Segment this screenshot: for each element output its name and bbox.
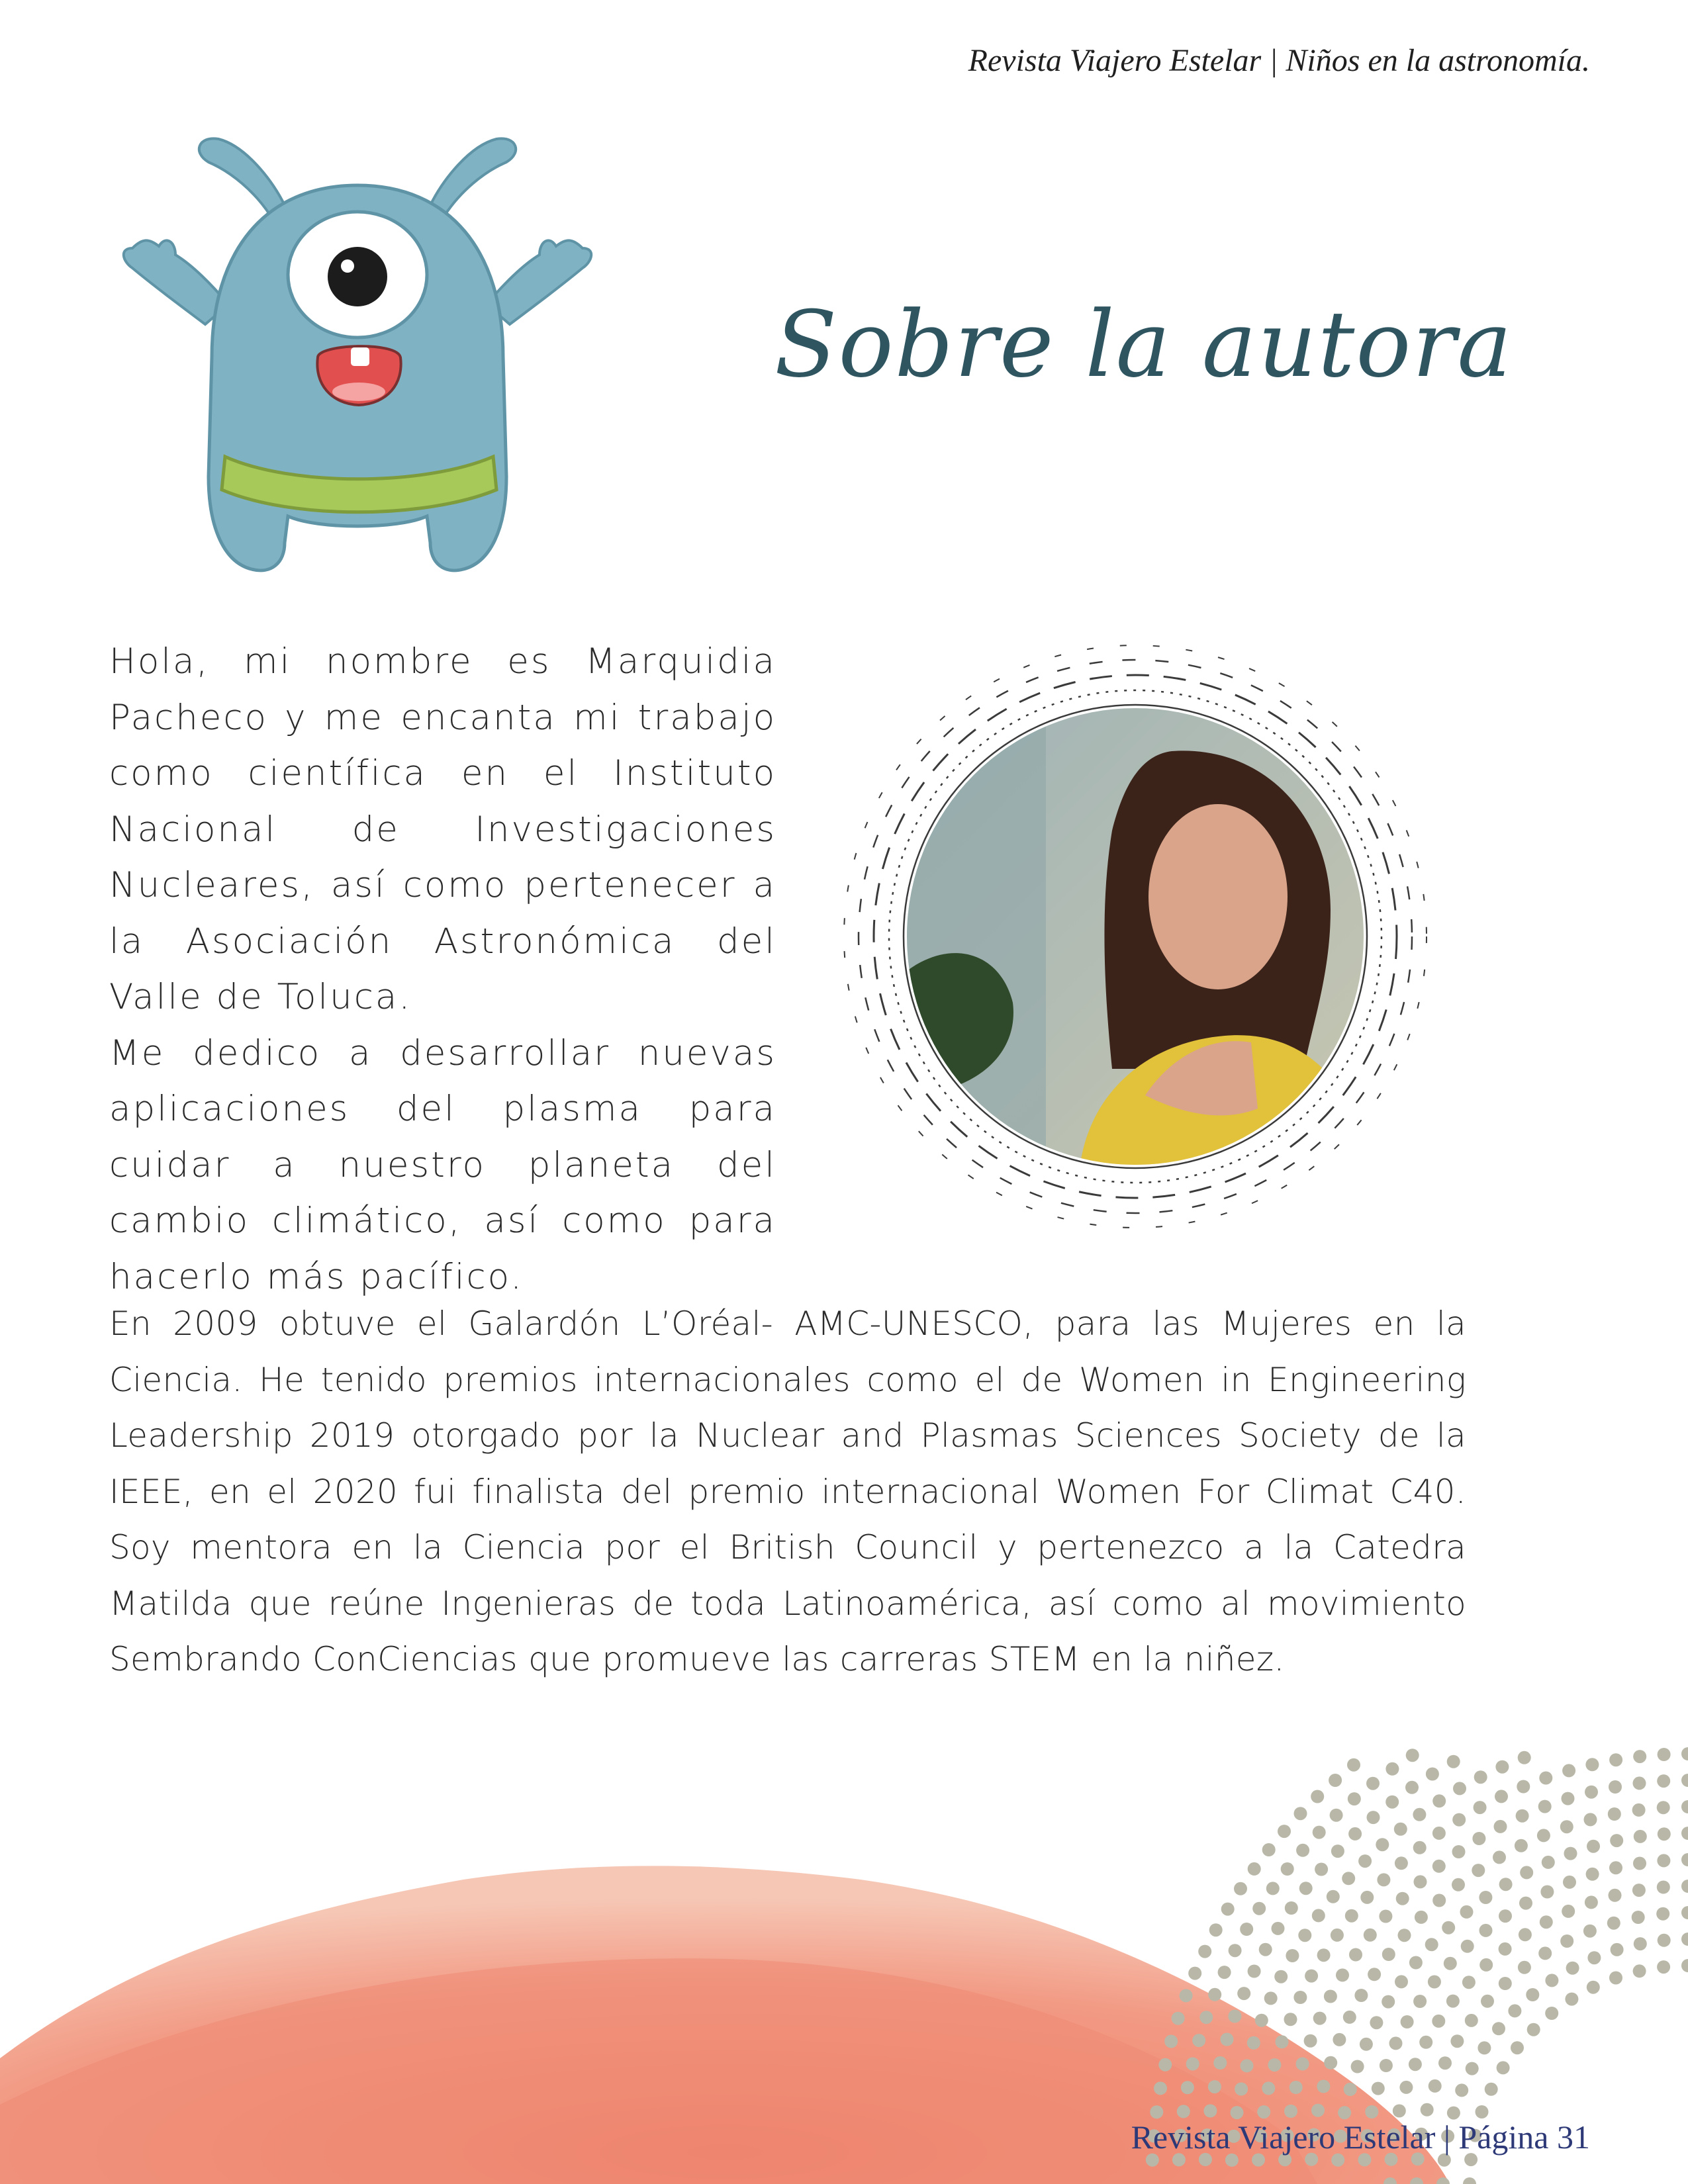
pattern-dot bbox=[1610, 1834, 1623, 1847]
pattern-dot bbox=[1286, 1949, 1299, 1962]
pattern-dot bbox=[1477, 2041, 1491, 2054]
pattern-dot bbox=[1566, 1962, 1579, 1975]
pattern-dot bbox=[1345, 1909, 1358, 1923]
pattern-dot bbox=[1312, 1909, 1325, 1922]
pattern-dot bbox=[1272, 1922, 1285, 1935]
pattern-dot bbox=[1240, 1923, 1253, 1936]
pattern-dot bbox=[1432, 1827, 1446, 1840]
pattern-dot bbox=[1607, 1917, 1620, 1930]
pattern-dot bbox=[1516, 1809, 1529, 1823]
pattern-dot bbox=[1370, 2016, 1383, 2029]
pattern-dot bbox=[1410, 2177, 1423, 2184]
pattern-dot bbox=[1562, 1792, 1575, 1805]
pattern-dot bbox=[1368, 1968, 1381, 1981]
pattern-dot bbox=[1474, 1801, 1487, 1814]
pattern-dot bbox=[1479, 1891, 1492, 1904]
pattern-dot bbox=[1497, 2061, 1510, 2074]
pattern-dot bbox=[1284, 2013, 1297, 2026]
pattern-dot bbox=[1186, 2058, 1199, 2071]
pattern-dot bbox=[1542, 1856, 1555, 1869]
pattern-dot bbox=[1181, 2081, 1194, 2094]
pattern-dot bbox=[1438, 2056, 1452, 2070]
pattern-dot bbox=[1681, 1774, 1688, 1787]
pattern-dot bbox=[1560, 1934, 1573, 1948]
pattern-dot bbox=[1587, 1951, 1601, 1964]
pattern-dot bbox=[1343, 2011, 1356, 2024]
pattern-dot bbox=[1587, 1840, 1600, 1853]
pattern-dot bbox=[1452, 1845, 1466, 1858]
pattern-dot bbox=[1406, 1749, 1419, 1762]
pattern-dot bbox=[1344, 2083, 1357, 2096]
pattern-dot bbox=[1229, 1944, 1242, 1957]
pattern-dot bbox=[1336, 1968, 1349, 1981]
pattern-dot bbox=[1235, 2083, 1248, 2096]
pattern-dot bbox=[1372, 2082, 1385, 2095]
pattern-dot bbox=[1299, 1882, 1313, 1895]
pattern-dot bbox=[1285, 1901, 1298, 1915]
pattern-dot bbox=[1609, 1972, 1622, 1985]
pattern-dot bbox=[1587, 1981, 1600, 1994]
pattern-dot bbox=[1331, 1929, 1344, 1942]
pattern-dot bbox=[1432, 1860, 1446, 1873]
pattern-dot bbox=[1527, 2023, 1540, 2036]
pattern-dot bbox=[1479, 1924, 1493, 1937]
pattern-dot bbox=[1351, 2060, 1364, 2073]
pattern-dot bbox=[1611, 1943, 1624, 1956]
pattern-dot bbox=[1262, 2081, 1275, 2095]
pattern-dot bbox=[1681, 1933, 1688, 1946]
pattern-dot bbox=[1463, 2177, 1476, 2184]
pattern-dot bbox=[1395, 1975, 1408, 1988]
pattern-dot bbox=[1539, 1772, 1552, 1785]
pattern-dot bbox=[1585, 1786, 1598, 1799]
pattern-dot bbox=[1432, 2015, 1445, 2028]
pattern-dot bbox=[1208, 2080, 1221, 2093]
pattern-dot bbox=[1409, 2058, 1422, 2071]
pattern-dot bbox=[1347, 1758, 1360, 1772]
pattern-dot bbox=[1609, 1753, 1622, 1766]
pattern-dot bbox=[1405, 1781, 1419, 1794]
pattern-dot bbox=[1609, 1889, 1622, 1902]
pattern-dot bbox=[1466, 2062, 1479, 2075]
pattern-dot bbox=[1540, 1886, 1554, 1899]
pattern-dot bbox=[1348, 1792, 1361, 1805]
pattern-dot bbox=[1385, 1796, 1399, 1809]
pattern-dot bbox=[1538, 1946, 1552, 1960]
pattern-dot bbox=[1499, 1977, 1512, 1990]
pattern-dot bbox=[1257, 2105, 1270, 2118]
pattern-dot bbox=[1632, 1911, 1645, 1924]
pattern-dot bbox=[1413, 1995, 1427, 2008]
pattern-dot bbox=[1342, 1872, 1355, 1885]
pattern-dot bbox=[1248, 1965, 1261, 1978]
pattern-dot bbox=[1349, 1948, 1362, 1962]
pattern-dot bbox=[1446, 1995, 1460, 2008]
pattern-dot bbox=[1382, 1995, 1395, 2009]
pattern-dot bbox=[1358, 1854, 1372, 1868]
pattern-dot bbox=[1333, 2033, 1346, 2046]
pattern-dot bbox=[1396, 1892, 1409, 1905]
pattern-dot bbox=[1657, 1881, 1670, 1894]
pattern-dot bbox=[1266, 1882, 1280, 1895]
pattern-dot bbox=[1218, 1966, 1231, 1979]
pattern-dot bbox=[1545, 2007, 1558, 2020]
pattern-dot bbox=[1633, 1857, 1646, 1870]
pattern-dot bbox=[1499, 1909, 1512, 1923]
pattern-dot bbox=[1495, 1790, 1508, 1803]
pattern-dot bbox=[1398, 1929, 1411, 1942]
pattern-dot bbox=[1442, 1921, 1455, 1934]
pattern-dot bbox=[1632, 1803, 1646, 1817]
pattern-dot bbox=[1632, 1884, 1646, 1897]
pattern-dot bbox=[1284, 2105, 1297, 2118]
pattern-dot bbox=[1658, 1934, 1671, 1947]
pattern-dot bbox=[1401, 2015, 1414, 2028]
pattern-dot bbox=[1360, 1891, 1374, 1904]
pattern-dot bbox=[1360, 2038, 1373, 2051]
pattern-dot bbox=[1376, 1838, 1389, 1851]
pattern-dot bbox=[1380, 2059, 1393, 2072]
pattern-dot bbox=[1633, 1776, 1646, 1790]
pattern-dot bbox=[1304, 2034, 1317, 2048]
pattern-dot bbox=[1305, 1970, 1318, 1983]
pattern-dot bbox=[1414, 1875, 1427, 1888]
pattern-dot bbox=[1413, 1808, 1426, 1821]
pattern-dot bbox=[1228, 2010, 1241, 2023]
pattern-dot bbox=[1494, 1820, 1507, 1833]
pattern-dot bbox=[1348, 1827, 1362, 1841]
pattern-dot bbox=[1518, 1751, 1531, 1764]
pattern-dot bbox=[1428, 1976, 1441, 1989]
pattern-dot bbox=[1385, 1762, 1399, 1776]
pattern-dot bbox=[1324, 1990, 1337, 2003]
pattern-dot bbox=[1294, 1807, 1307, 1820]
pattern-dot bbox=[1377, 1873, 1390, 1886]
pattern-dot bbox=[1515, 1839, 1528, 1852]
pattern-dot bbox=[1192, 2034, 1205, 2047]
pattern-dot bbox=[1221, 2033, 1234, 2046]
pattern-dot bbox=[1511, 2041, 1524, 2054]
pattern-dot bbox=[1324, 2056, 1337, 2070]
pattern-dot bbox=[1426, 1768, 1439, 1781]
pattern-dot bbox=[1681, 1827, 1688, 1840]
pattern-dot bbox=[1365, 2105, 1378, 2118]
pattern-dot bbox=[1311, 1790, 1324, 1803]
pattern-dot bbox=[1415, 1911, 1428, 1924]
pattern-dot bbox=[1213, 2056, 1227, 2070]
pattern-dot bbox=[1681, 1880, 1688, 1893]
pattern-dot bbox=[1395, 1856, 1408, 1870]
pattern-dot bbox=[1311, 2104, 1325, 2117]
pattern-dot bbox=[1499, 1942, 1512, 1956]
pattern-dot bbox=[1657, 1801, 1670, 1814]
pattern-dot bbox=[1317, 1948, 1331, 1962]
pattern-dot bbox=[1453, 1782, 1466, 1795]
pattern-dot bbox=[1436, 2177, 1450, 2184]
pattern-dot bbox=[1432, 1894, 1446, 1907]
pattern-dot bbox=[1317, 2080, 1330, 2093]
pattern-dot bbox=[1472, 1864, 1485, 1877]
pattern-dot bbox=[1198, 1945, 1211, 1958]
pattern-dot bbox=[1172, 2012, 1185, 2025]
monster-illustration bbox=[119, 106, 635, 609]
pattern-dot bbox=[1315, 1863, 1328, 1876]
pattern-dot bbox=[1545, 1974, 1558, 1987]
pattern-dot bbox=[1444, 1957, 1457, 1970]
pattern-dot bbox=[1298, 1929, 1311, 1942]
pattern-dot bbox=[1586, 1868, 1599, 1881]
pattern-dot bbox=[1203, 2105, 1217, 2118]
pattern-dot bbox=[1461, 1940, 1474, 1953]
pattern-dot bbox=[1364, 1929, 1377, 1942]
pattern-dot bbox=[1455, 2083, 1468, 2097]
pattern-dot bbox=[1657, 1960, 1670, 1974]
page-title: Sobre la autora bbox=[774, 291, 1513, 398]
pattern-dot bbox=[1609, 1780, 1622, 1794]
pattern-dot bbox=[1562, 1905, 1575, 1918]
pattern-dot bbox=[1508, 2004, 1521, 2017]
pattern-dot bbox=[1237, 1987, 1250, 2000]
pattern-dot bbox=[1293, 1991, 1307, 2004]
pattern-dot bbox=[1413, 1841, 1427, 1854]
pattern-dot bbox=[1656, 1907, 1669, 1921]
pattern-dot bbox=[1633, 1964, 1646, 1978]
pattern-dot bbox=[1474, 1770, 1487, 1784]
pattern-dot bbox=[1276, 2035, 1289, 2048]
pattern-dot bbox=[1268, 2058, 1281, 2071]
pattern-dot bbox=[1452, 1813, 1466, 1827]
pattern-dot bbox=[1241, 2059, 1254, 2072]
pattern-dot bbox=[1247, 2036, 1260, 2050]
pattern-dot bbox=[1465, 2014, 1478, 2027]
pattern-dot bbox=[1383, 2177, 1397, 2184]
pattern-dot bbox=[1495, 1760, 1509, 1774]
running-header: Revista Viajero Estelar | Niños en la astronomía. bbox=[968, 43, 1590, 78]
pattern-dot bbox=[1608, 1807, 1621, 1821]
pattern-dot bbox=[1313, 1826, 1326, 1839]
pattern-dot bbox=[1658, 1827, 1671, 1841]
pattern-dot bbox=[1252, 1902, 1266, 1915]
pattern-dot bbox=[1481, 1995, 1494, 2008]
pattern-dot bbox=[1255, 2014, 1268, 2027]
pattern-dot bbox=[1460, 1905, 1474, 1919]
pattern-dot bbox=[1419, 2036, 1432, 2049]
bio-paragraph: En 2009 obtuve el Galardón L’Oréal- AMC-UNESCO, para las Mujeres en la Ciencia. He tenido premios internacionales como el de Women in Engineering Leadership 2019 otorgado por la Nuclear and Plasmas Sciences Society de la IEEE, en el 2020 fui finalista del premio internacional Women For Climat C40. Soy mentora en la Ciencia por el British Council y pertenezco a la Catedra Matilda que reúne Ingenieras de toda Latinoamérica, así como al movimiento Sembrando ConCiencias que promueve las carreras STEM en la niñez. bbox=[109, 1304, 1466, 1678]
pattern-dot bbox=[1538, 1800, 1552, 1813]
pattern-dot bbox=[1429, 2079, 1442, 2093]
pattern-dot bbox=[1519, 1897, 1532, 1910]
pattern-dot bbox=[1681, 1853, 1688, 1866]
pattern-dot bbox=[1526, 1988, 1539, 2001]
pattern-dot bbox=[1472, 1832, 1485, 1845]
monster-pupil bbox=[328, 247, 387, 306]
pattern-dot bbox=[1658, 1748, 1671, 1761]
pattern-dot bbox=[1518, 1961, 1531, 1974]
pattern-dot bbox=[1584, 1813, 1597, 1826]
pattern-dot bbox=[1432, 1794, 1446, 1807]
pattern-dot bbox=[1409, 1956, 1423, 1970]
pattern-dot bbox=[1562, 1764, 1575, 1777]
pattern-dot bbox=[1540, 1915, 1553, 1929]
pattern-dot bbox=[1259, 1943, 1272, 1956]
pattern-dot bbox=[1583, 1925, 1597, 1938]
pattern-dot bbox=[1450, 2034, 1464, 2048]
pattern-dot bbox=[1209, 1923, 1223, 1936]
pattern-dot bbox=[1262, 1843, 1276, 1856]
pattern-dot bbox=[1329, 1774, 1342, 1787]
pattern-dot bbox=[1394, 1823, 1407, 1836]
pattern-dot bbox=[1560, 1820, 1573, 1833]
pattern-dot bbox=[1425, 1938, 1438, 1951]
pattern-dot bbox=[1519, 1928, 1532, 1941]
pattern-dot bbox=[1499, 1878, 1513, 1891]
portrait-face bbox=[1149, 804, 1288, 989]
pattern-dot bbox=[1264, 1991, 1278, 2005]
pattern-dot bbox=[1313, 2012, 1327, 2025]
pattern-dot bbox=[1681, 1959, 1688, 1972]
pattern-dot bbox=[1221, 1903, 1235, 1916]
pattern-dot bbox=[1681, 1747, 1688, 1760]
running-footer: Revista Viajero Estelar | Página 31 bbox=[1131, 2118, 1590, 2156]
pattern-dot bbox=[1447, 1755, 1460, 1768]
pattern-dot bbox=[1281, 1862, 1294, 1876]
pattern-dot bbox=[1681, 1800, 1688, 1813]
pattern-dot bbox=[1296, 2058, 1309, 2071]
pattern-dot bbox=[1634, 1937, 1647, 1950]
pattern-dot bbox=[1585, 1758, 1599, 1771]
pattern-dot bbox=[1520, 1866, 1533, 1879]
pattern-dot bbox=[1657, 1774, 1670, 1788]
pattern-dot bbox=[1150, 2105, 1163, 2118]
pattern-dot bbox=[1188, 1967, 1201, 1980]
intro-paragraph-1: Hola, mi nombre es Marquidia Pacheco y me encanta mi trabajo como científica en el Instituto Nacional de Investigaciones Nucleares, así como pertenecer a la Asociación Astronómica del Valle de Toluca. bbox=[109, 641, 776, 1017]
pattern-dot bbox=[1354, 1989, 1368, 2002]
pattern-dot bbox=[1248, 1862, 1261, 1876]
pattern-dot bbox=[1379, 1910, 1392, 1923]
pattern-dot bbox=[1154, 2081, 1167, 2095]
intro-paragraph-2: Me dedico a desarrollar nuevas aplicaciones del plasma para cuidar a nuestro planeta del cambio climático, así como para hacerlo más pacífico. bbox=[109, 1032, 776, 1297]
pattern-dot bbox=[1421, 2103, 1434, 2116]
pattern-dot bbox=[1327, 1890, 1340, 1903]
pattern-dot bbox=[1278, 1825, 1291, 1838]
pattern-dot bbox=[1382, 1948, 1395, 1961]
pattern-dot bbox=[1177, 2105, 1190, 2118]
pattern-dot bbox=[1331, 1844, 1344, 1858]
pattern-dot bbox=[1158, 2058, 1172, 2071]
pattern-dot bbox=[1164, 2035, 1178, 2048]
pattern-dot bbox=[1393, 2105, 1406, 2118]
pattern-dot bbox=[1289, 2081, 1303, 2094]
pattern-dot bbox=[1199, 2011, 1213, 2024]
pattern-dot bbox=[1565, 1993, 1578, 2006]
pattern-dot bbox=[1234, 1882, 1247, 1895]
pattern-dot bbox=[1399, 2081, 1413, 2094]
pattern-dot bbox=[1517, 1780, 1530, 1794]
pattern-dot bbox=[1479, 1958, 1493, 1972]
pattern-dot bbox=[1585, 1895, 1598, 1909]
pattern-dot bbox=[1274, 1970, 1288, 1983]
pattern-dot bbox=[1609, 1861, 1622, 1874]
pattern-dot bbox=[1537, 1829, 1550, 1842]
pattern-dot bbox=[1462, 1976, 1476, 1989]
pattern-dot bbox=[1367, 1811, 1380, 1824]
pattern-dot bbox=[1492, 2022, 1505, 2035]
pattern-dot bbox=[1366, 1777, 1380, 1790]
pattern-dot bbox=[1563, 1876, 1576, 1889]
pattern-dot bbox=[1452, 1878, 1465, 1891]
pattern-dot bbox=[1476, 2105, 1489, 2118]
pattern-dot bbox=[1634, 1830, 1647, 1843]
pattern-dot bbox=[1208, 1988, 1221, 2001]
pattern-dot bbox=[1485, 2083, 1498, 2096]
pattern-dot bbox=[1389, 2036, 1403, 2050]
pattern-dot bbox=[1681, 1906, 1688, 1919]
author-portrait bbox=[801, 632, 1470, 1234]
pattern-dot bbox=[1493, 1850, 1506, 1864]
pattern-dot bbox=[1657, 1854, 1670, 1867]
pattern-dot bbox=[1633, 1750, 1646, 1763]
pattern-dot bbox=[1296, 1844, 1309, 1857]
intro-text bbox=[109, 634, 776, 1305]
pattern-dot bbox=[1330, 1809, 1343, 1822]
pattern-dot bbox=[1564, 1847, 1577, 1860]
pattern-dot bbox=[1180, 1989, 1193, 2002]
